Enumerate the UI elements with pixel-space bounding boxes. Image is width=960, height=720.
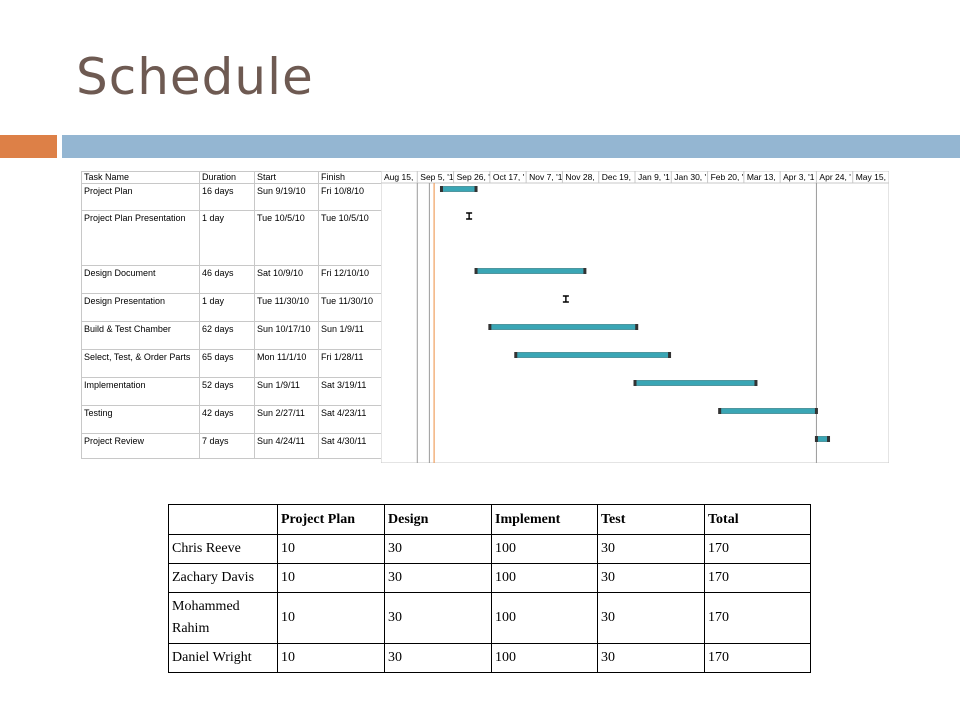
hours-cell: 30 [385, 644, 492, 673]
gantt-task-name: Project Plan [82, 184, 200, 211]
gantt-task-row [82, 294, 383, 322]
gantt-task-start: Sun 4/24/11 [255, 434, 319, 459]
gantt-task-start: Sun 1/9/11 [255, 378, 319, 406]
gantt-task-name: Testing [82, 406, 200, 434]
hours-cell: 30 [385, 535, 492, 564]
gantt-bar-start-cap [440, 186, 443, 192]
hours-cell: 170 [705, 644, 811, 673]
gantt-task-bar [441, 187, 476, 192]
gantt-bar-end-cap [754, 380, 757, 386]
hours-header-blank [169, 505, 278, 535]
gantt-task-start: Sun 10/17/10 [255, 322, 319, 350]
gantt-task-row [82, 184, 383, 211]
gantt-task-row [82, 378, 383, 406]
hours-cell: 30 [598, 535, 705, 564]
gantt-task-name: Project Review [82, 434, 200, 459]
gantt-task-name: Project Plan Presentation [82, 211, 200, 266]
hours-cell: 10 [278, 535, 385, 564]
gantt-task-name: Implementation [82, 378, 200, 406]
gantt-timeline-label: Jan 9, '1 [638, 172, 670, 182]
gantt-timeline-label: Feb 20, ' [710, 172, 744, 182]
hours-cell: 10 [278, 644, 385, 673]
gantt-timeline-label: Jan 30, ' [674, 172, 707, 182]
gantt-task-start: Mon 11/1/10 [255, 350, 319, 378]
gantt-task-start: Tue 10/5/10 [255, 211, 319, 266]
gantt-bar-end-cap [635, 324, 638, 330]
gantt-timeline-bg [381, 171, 889, 463]
gantt-task-name: Design Presentation [82, 294, 200, 322]
hours-cell: 10 [278, 593, 385, 644]
hours-row [169, 644, 811, 673]
hours-cell: 30 [385, 564, 492, 593]
gantt-task-finish: Fri 10/8/10 [319, 184, 383, 211]
gantt-chart [81, 171, 889, 463]
gantt-task-duration: 46 days [200, 266, 255, 294]
gantt-bar-end-cap [475, 186, 478, 192]
hours-cell: 30 [598, 593, 705, 644]
gantt-timeline [381, 171, 889, 463]
gantt-task-finish: Sat 4/30/11 [319, 434, 383, 459]
gantt-header-duration: Duration [200, 172, 255, 184]
gantt-task-row [82, 322, 383, 350]
gantt-task-duration: 1 day [200, 294, 255, 322]
gantt-task-row [82, 211, 383, 266]
hours-header-project-plan: Project Plan [278, 505, 385, 535]
gantt-task-bar [816, 437, 828, 442]
gantt-task-name: Design Document [82, 266, 200, 294]
hours-cell: 30 [385, 593, 492, 644]
gantt-timeline-label: Nov 28, [565, 172, 595, 182]
gantt-task-table [81, 171, 383, 459]
gantt-task-duration: 16 days [200, 184, 255, 211]
gantt-task-start: Sun 2/27/11 [255, 406, 319, 434]
gantt-task-row [82, 350, 383, 378]
hours-cell: 30 [598, 564, 705, 593]
gantt-bar-start-cap [514, 352, 517, 358]
hours-member-name: Mohammed Rahim [169, 593, 278, 644]
hours-cell: 30 [598, 644, 705, 673]
hours-cell: 170 [705, 593, 811, 644]
gantt-timeline-label: Aug 15, [384, 172, 414, 182]
gantt-task-finish: Tue 10/5/10 [319, 211, 383, 266]
gantt-task-finish: Fri 12/10/10 [319, 266, 383, 294]
gantt-timeline-svg [381, 171, 889, 463]
gantt-task-duration: 7 days [200, 434, 255, 459]
gantt-task-duration: 1 day [200, 211, 255, 266]
gantt-task-bar [490, 325, 637, 330]
gantt-task-start: Sun 9/19/10 [255, 184, 319, 211]
gantt-task-start: Tue 11/30/10 [255, 294, 319, 322]
hours-header-design: Design [385, 505, 492, 535]
gantt-timeline-label: Nov 7, '1 [529, 172, 563, 182]
gantt-task-finish: Fri 1/28/11 [319, 350, 383, 378]
hours-member-name: Zachary Davis [169, 564, 278, 593]
gantt-timeline-label: Dec 19, [601, 172, 632, 182]
accent-bar-blue [62, 135, 960, 158]
hours-cell: 10 [278, 564, 385, 593]
gantt-bar-end-cap [668, 352, 671, 358]
gantt-task-finish: Sat 3/19/11 [319, 378, 383, 406]
gantt-task-duration: 62 days [200, 322, 255, 350]
gantt-bar-start-cap [475, 268, 478, 274]
gantt-task-duration: 65 days [200, 350, 255, 378]
hours-header-total: Total [705, 505, 811, 535]
gantt-task-duration: 42 days [200, 406, 255, 434]
gantt-task-bar [635, 381, 756, 386]
hours-row [169, 564, 811, 593]
gantt-task-bar [476, 269, 585, 274]
gantt-task-finish: Sun 1/9/11 [319, 322, 383, 350]
gantt-bar-end-cap [583, 268, 586, 274]
hours-cell: 100 [492, 564, 598, 593]
hours-header-test: Test [598, 505, 705, 535]
gantt-task-name: Select, Test, & Order Parts [82, 350, 200, 378]
gantt-bar-start-cap [718, 408, 721, 414]
hours-cell: 170 [705, 535, 811, 564]
hours-cell: 100 [492, 593, 598, 644]
hours-header-implement: Implement [492, 505, 598, 535]
hours-member-name: Daniel Wright [169, 644, 278, 673]
gantt-task-bar [516, 353, 670, 358]
hours-cell: 100 [492, 644, 598, 673]
accent-bar-orange [0, 135, 57, 158]
hours-row [169, 593, 811, 644]
gantt-task-finish: Tue 11/30/10 [319, 294, 383, 322]
hours-table [168, 504, 811, 673]
hours-cell: 100 [492, 535, 598, 564]
gantt-timeline-label: Sep 26, ' [456, 172, 490, 182]
hours-cell: 170 [705, 564, 811, 593]
gantt-task-row [82, 434, 383, 459]
gantt-header-task-name: Task Name [82, 172, 200, 184]
gantt-timeline-label: Apr 3, '1 [783, 172, 815, 182]
gantt-task-duration: 52 days [200, 378, 255, 406]
gantt-bar-start-cap [488, 324, 491, 330]
gantt-bar-end-cap [815, 408, 818, 414]
hours-header-row [169, 505, 811, 535]
gantt-task-row [82, 406, 383, 434]
gantt-timeline-label: May 15, [855, 172, 886, 182]
hours-member-name: Chris Reeve [169, 535, 278, 564]
gantt-task-finish: Sat 4/23/11 [319, 406, 383, 434]
gantt-task-name: Build & Test Chamber [82, 322, 200, 350]
gantt-task-start: Sat 10/9/10 [255, 266, 319, 294]
hours-row [169, 535, 811, 564]
gantt-header-finish: Finish [319, 172, 383, 184]
gantt-bar-end-cap [827, 436, 830, 442]
gantt-header-start: Start [255, 172, 319, 184]
gantt-header-row [82, 172, 383, 184]
gantt-task-bar [720, 409, 817, 414]
gantt-bar-start-cap [634, 380, 637, 386]
gantt-timeline-label: Sep 5, '1 [420, 172, 454, 182]
gantt-timeline-label: Mar 13, [746, 172, 776, 182]
gantt-task-row [82, 266, 383, 294]
gantt-timeline-label: Oct 17, ' [492, 172, 525, 182]
gantt-bar-start-cap [815, 436, 818, 442]
gantt-timeline-label: Apr 24, ' [819, 172, 851, 182]
slide-title: Schedule [76, 48, 314, 106]
